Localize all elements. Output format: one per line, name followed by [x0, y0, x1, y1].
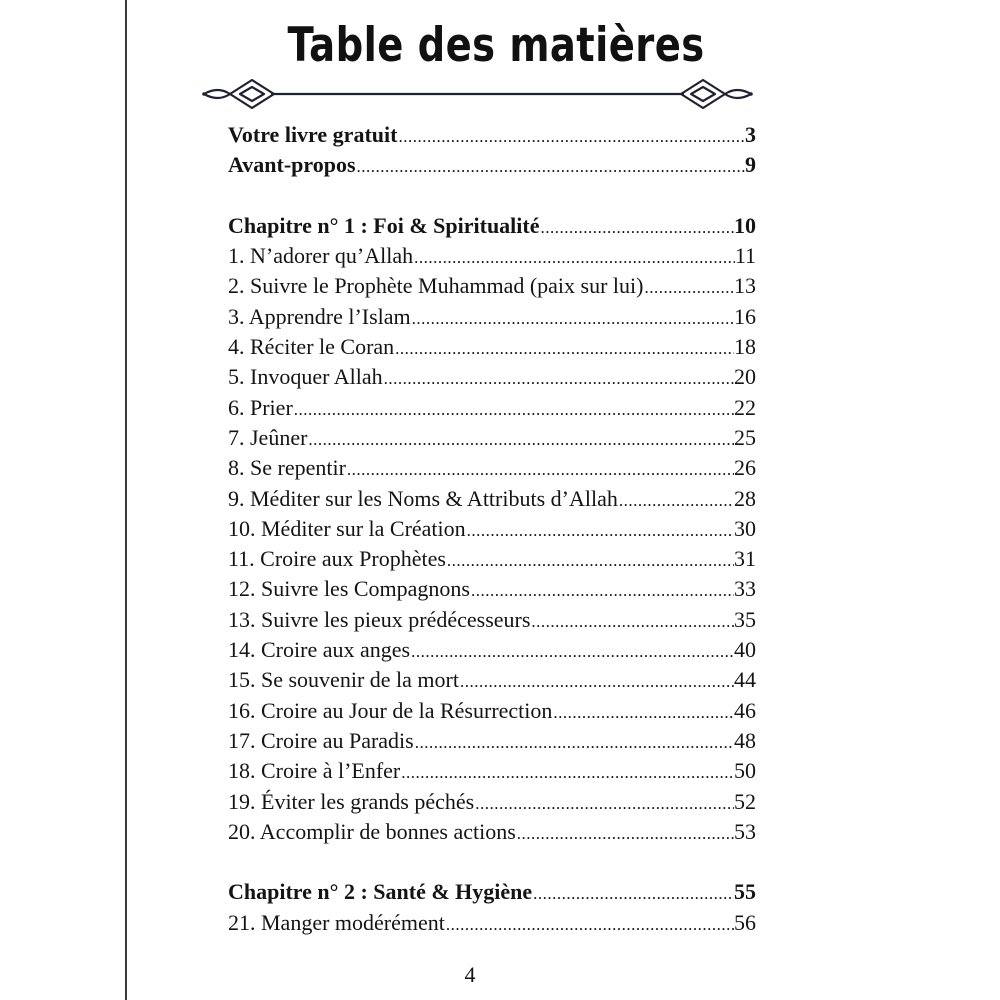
toc-entry-label: 11. Croire aux Prophètes: [228, 546, 446, 572]
toc-entry-page: 33: [734, 576, 756, 602]
toc-entry[interactable]: [228, 635, 756, 665]
toc-entry-page: 9: [745, 152, 756, 178]
toc-entry-page: 3: [745, 122, 756, 147]
toc-leader-dots: [446, 546, 734, 576]
toc-entry-label: 19. Éviter les grands péchés: [228, 788, 475, 814]
toc-entry[interactable]: [228, 362, 756, 392]
page-number: 4: [464, 962, 476, 987]
toc-leader-dots: [530, 607, 734, 637]
toc-entry-label: 20. Accomplir de bonnes actions: [228, 818, 516, 844]
toc-entry-label: Chapitre n° 1 : Foi & Spiritualité: [228, 212, 540, 238]
toc-leader-dots: [466, 516, 734, 546]
toc-entry[interactable]: [228, 696, 756, 726]
toc-entry-foreword[interactable]: [228, 150, 756, 180]
toc-leader-dots: [383, 364, 734, 394]
toc-entry[interactable]: [228, 393, 756, 423]
toc-entry-page: 53: [734, 818, 756, 844]
toc-leader-dots: [470, 576, 734, 606]
toc-leader-dots: [516, 819, 734, 849]
toc-entry-label: 2. Suivre le Prophète Muhammad (paix sur lui): [228, 273, 644, 299]
toc-entry-label: 18. Croire à l’Enfer: [228, 758, 401, 784]
toc-entry-label: 15. Se souvenir de la mort: [228, 667, 459, 693]
toc-entry-label: 9. Méditer sur les Noms & Attributs d’Allah: [228, 485, 618, 511]
toc-leader-dots: [643, 273, 734, 303]
toc-entry-label: 10. Méditer sur la Création: [228, 515, 466, 541]
toc-entry-page: 48: [734, 727, 756, 753]
toc-entry-label: 12. Suivre les Compagnons: [228, 576, 470, 602]
toc-leader-dots: [411, 304, 734, 334]
toc-entry-page: 56: [734, 909, 756, 935]
toc-entry-label: 21. Manger modérément: [228, 909, 445, 935]
toc-entry[interactable]: [228, 605, 756, 635]
toc-entry-label: 5. Invoquer Allah: [228, 364, 383, 390]
toc-leader-dots: [394, 334, 734, 364]
toc-entry-page: 25: [734, 424, 756, 450]
toc-entry-label: 4. Réciter le Coran: [228, 334, 395, 360]
toc-entry-page: 50: [734, 758, 756, 784]
toc-entry-page: 18: [734, 334, 756, 360]
section-spacer: [228, 847, 756, 877]
toc-entry-page: 31: [734, 546, 756, 572]
toc-leader-dots: [552, 698, 734, 728]
toc-leader-dots: [445, 910, 734, 940]
toc-entry-page: 46: [734, 697, 756, 723]
toc-entry[interactable]: [228, 423, 756, 453]
toc-entry-page: 52: [734, 788, 756, 814]
toc-entry-page: 13: [734, 273, 756, 299]
toc-entry[interactable]: [228, 756, 756, 786]
toc-entry[interactable]: [228, 544, 756, 574]
toc-entry-label: 1. N’adorer qu’Allah: [228, 243, 414, 269]
toc-entry[interactable]: [228, 453, 756, 483]
toc-entry-page: 26: [734, 455, 756, 481]
toc-entry[interactable]: [228, 665, 756, 695]
toc-entry-page: 22: [734, 394, 756, 420]
toc-entry-chapter-2[interactable]: [228, 877, 756, 907]
toc-entry-page: 55: [734, 879, 756, 905]
table-of-contents: [228, 120, 756, 938]
toc-leader-dots: [413, 243, 735, 273]
toc-leader-dots: [397, 122, 745, 152]
toc-entry-page: 16: [734, 303, 756, 329]
toc-entry-page: 35: [734, 606, 756, 632]
toc-leader-dots: [346, 455, 734, 485]
toc-entry[interactable]: [228, 484, 756, 514]
toc-entry-page: 20: [734, 364, 756, 390]
toc-leader-dots: [618, 486, 734, 516]
toc-entry[interactable]: [228, 241, 756, 271]
toc-leader-dots: [540, 213, 734, 243]
toc-entry-label: Chapitre n° 2 : Santé & Hygiène: [228, 879, 533, 905]
toc-entry-page: 40: [734, 637, 756, 663]
page-title: Table des matières: [287, 18, 705, 73]
toc-entry-label: Votre livre gratuit: [228, 122, 398, 147]
section-spacer: [228, 181, 756, 211]
toc-entry[interactable]: [228, 271, 756, 301]
toc-entry-label: 16. Croire au Jour de la Résurrection: [228, 697, 553, 723]
toc-leader-dots: [293, 395, 734, 425]
toc-entry-page: 10: [734, 212, 756, 238]
toc-entry[interactable]: [228, 302, 756, 332]
toc-leader-dots: [410, 637, 734, 667]
toc-entry-page: 28: [734, 485, 756, 511]
toc-entry-page: 11: [734, 243, 756, 269]
toc-entry-label: 8. Se repentir: [228, 455, 346, 481]
toc-entry-label: 6. Prier: [228, 394, 293, 420]
toc-entry-page: 44: [734, 667, 756, 693]
toc-entry[interactable]: [228, 514, 756, 544]
toc-leader-dots: [307, 425, 734, 455]
toc-entry[interactable]: [228, 908, 756, 938]
page-edge-line: [125, 0, 127, 1000]
toc-entry[interactable]: [228, 726, 756, 756]
toc-leader-dots: [356, 152, 745, 182]
toc-entry-label: Avant-propos: [228, 152, 356, 178]
toc-entry-free-book[interactable]: [228, 120, 756, 150]
toc-entry[interactable]: [228, 817, 756, 847]
toc-entry[interactable]: [228, 574, 756, 604]
title-divider-ornament: [200, 72, 755, 116]
toc-entry-label: 7. Jeûner: [228, 424, 308, 450]
toc-leader-dots: [400, 758, 734, 788]
toc-entry[interactable]: [228, 332, 756, 362]
toc-entry-label: 13. Suivre les pieux prédécesseurs: [228, 606, 531, 632]
toc-entry-page: 30: [734, 515, 756, 541]
toc-entry-chapter-1[interactable]: [228, 211, 756, 241]
toc-entry-label: 17. Croire au Paradis: [228, 727, 414, 753]
toc-leader-dots: [474, 789, 734, 819]
toc-leader-dots: [532, 879, 734, 909]
toc-entry-label: 14. Croire aux anges: [228, 637, 411, 663]
toc-leader-dots: [414, 728, 734, 758]
toc-leader-dots: [459, 667, 734, 697]
toc-entry-label: 3. Apprendre l’Islam: [228, 303, 411, 329]
toc-entry[interactable]: [228, 787, 756, 817]
